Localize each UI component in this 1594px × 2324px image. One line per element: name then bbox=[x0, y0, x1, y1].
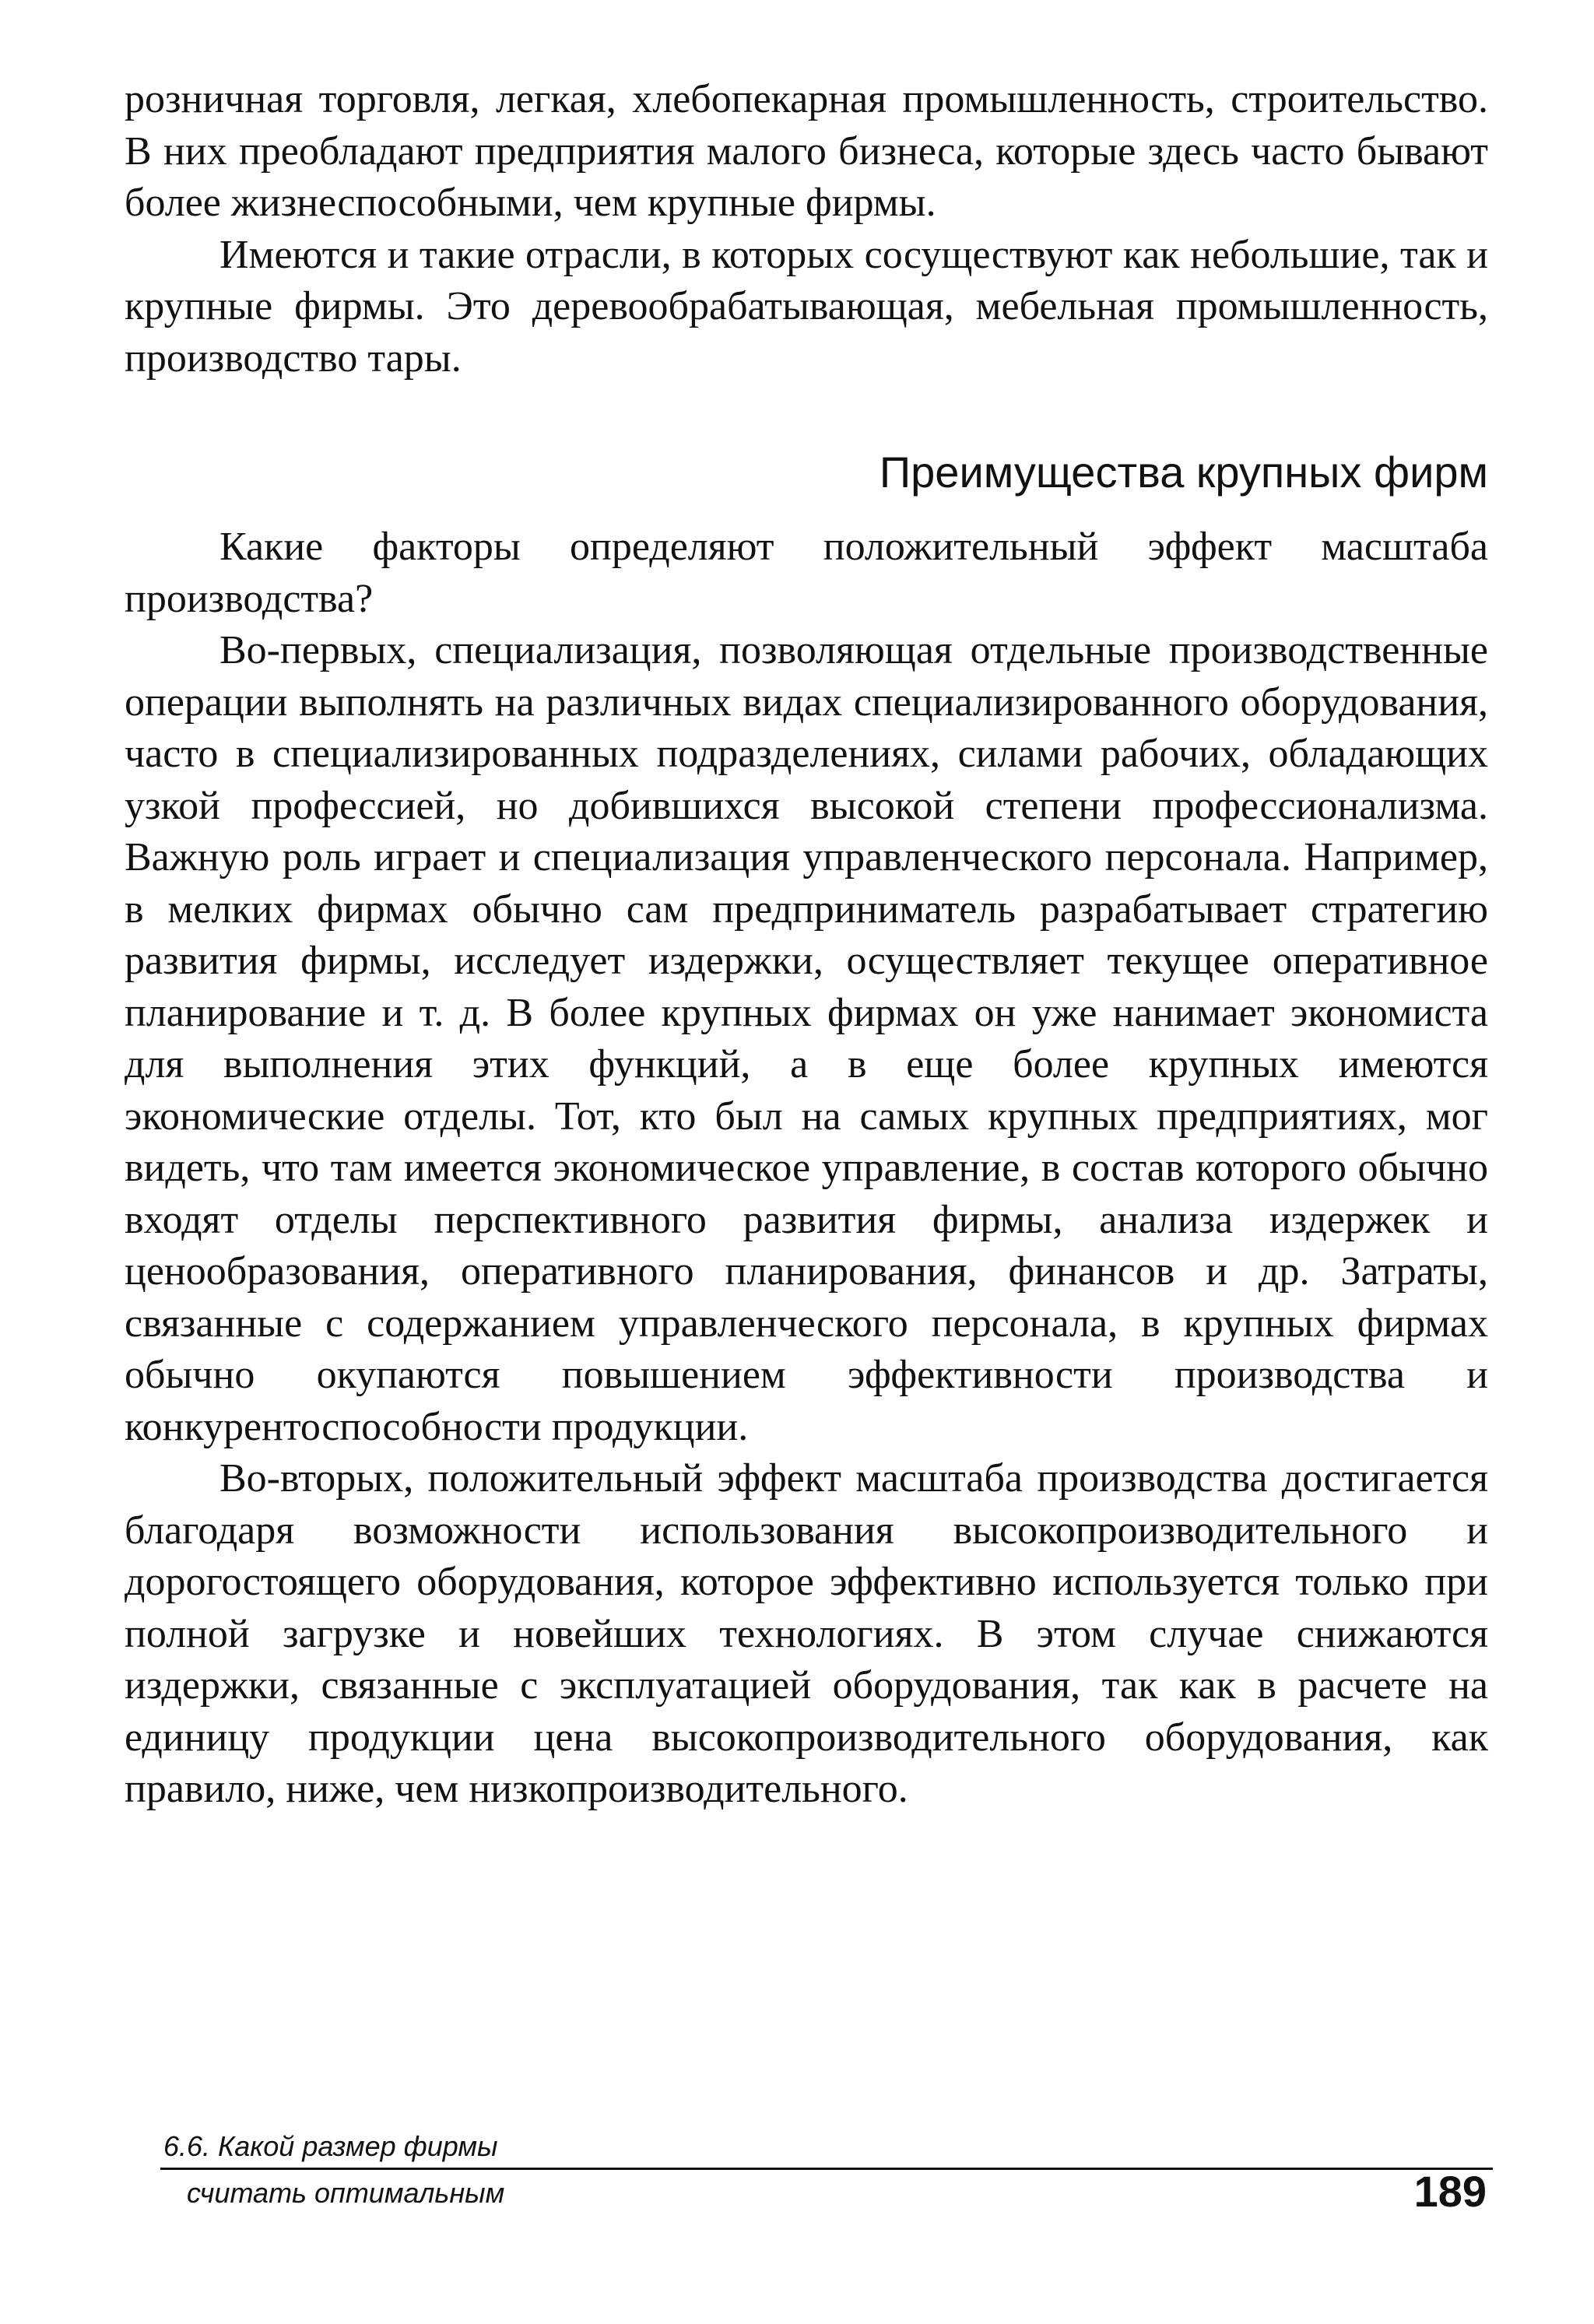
page-footer bbox=[163, 2129, 1487, 2216]
paragraph-mixed-industries: Имеются и такие отрасли, в которых сосуществуют как небольшие, так и крупные фирмы. Это деревообрабатывающая, мебельная промышленность, производство тары. bbox=[125, 232, 1488, 381]
page-number: 189 bbox=[1413, 2167, 1487, 2216]
footer-section-title-line1: 6.6. Какой размер фирмы bbox=[163, 2130, 498, 2162]
paragraph-question: Какие факторы определяют положительный эффект масштаба производства? bbox=[125, 525, 1488, 621]
paragraph-second-factor: Во-вторых, положительный эффект масштаба производства достигается благодаря возможности использования высокопроизводительного и дорогостоящего оборудования, которое эффективно используется только при полной загрузке и новейших технологиях. В этом случае снижаются издержки, связанные с эксплуатацией оборудования, так как в расчете на единицу продукции цена высокопроизводительного оборудования, как правило, ниже, чем низкопроизводительного. bbox=[125, 1456, 1488, 1811]
paragraph-industries-continued: розничная торговля, легкая, хлебопекарная промышленность, строительство. В них преобладают предприятия малого бизнеса, которые здесь часто бывают более жизнеспособными, чем крупные фирмы. bbox=[125, 77, 1488, 225]
page-body bbox=[125, 74, 1488, 1816]
footer-section-title-line2: считать оптимальным bbox=[187, 2177, 505, 2209]
section-heading: Преимущества крупных фирм bbox=[879, 448, 1488, 497]
footer-divider bbox=[160, 2168, 1493, 2170]
paragraph-first-factor: Во-первых, специализация, позволяющая отдельные производственные операции выполнять на различных видах специализированного оборудования, часто в специализированных подразделениях, силами рабочих, обладающих узкой профессией, но добившихся высокой степени профессионализма. Важную роль играет и специализация управленческого персонала. Например, в мелких фирмах обычно сам предприниматель разрабатывает стратегию развития фирмы, исследует издержки, осуществляет текущее оперативное планирование и т. д. В более крупных фирмах он уже нанимает экономиста для выполнения этих функций, а в еще более крупных имеются экономические отделы. Тот, кто был на самых крупных предприятиях, мог видеть, что там имеется экономическое управление, в состав которого обычно входят отделы перспективного развития фирмы, анализа издержек и ценообразования, оперативного планирования, финансов и др. Затраты, связанные с содержанием управленческого персонала, в крупных фирмах обычно окупаются повышением эффективности производства и конкурентоспособности продукции. bbox=[125, 628, 1488, 1449]
